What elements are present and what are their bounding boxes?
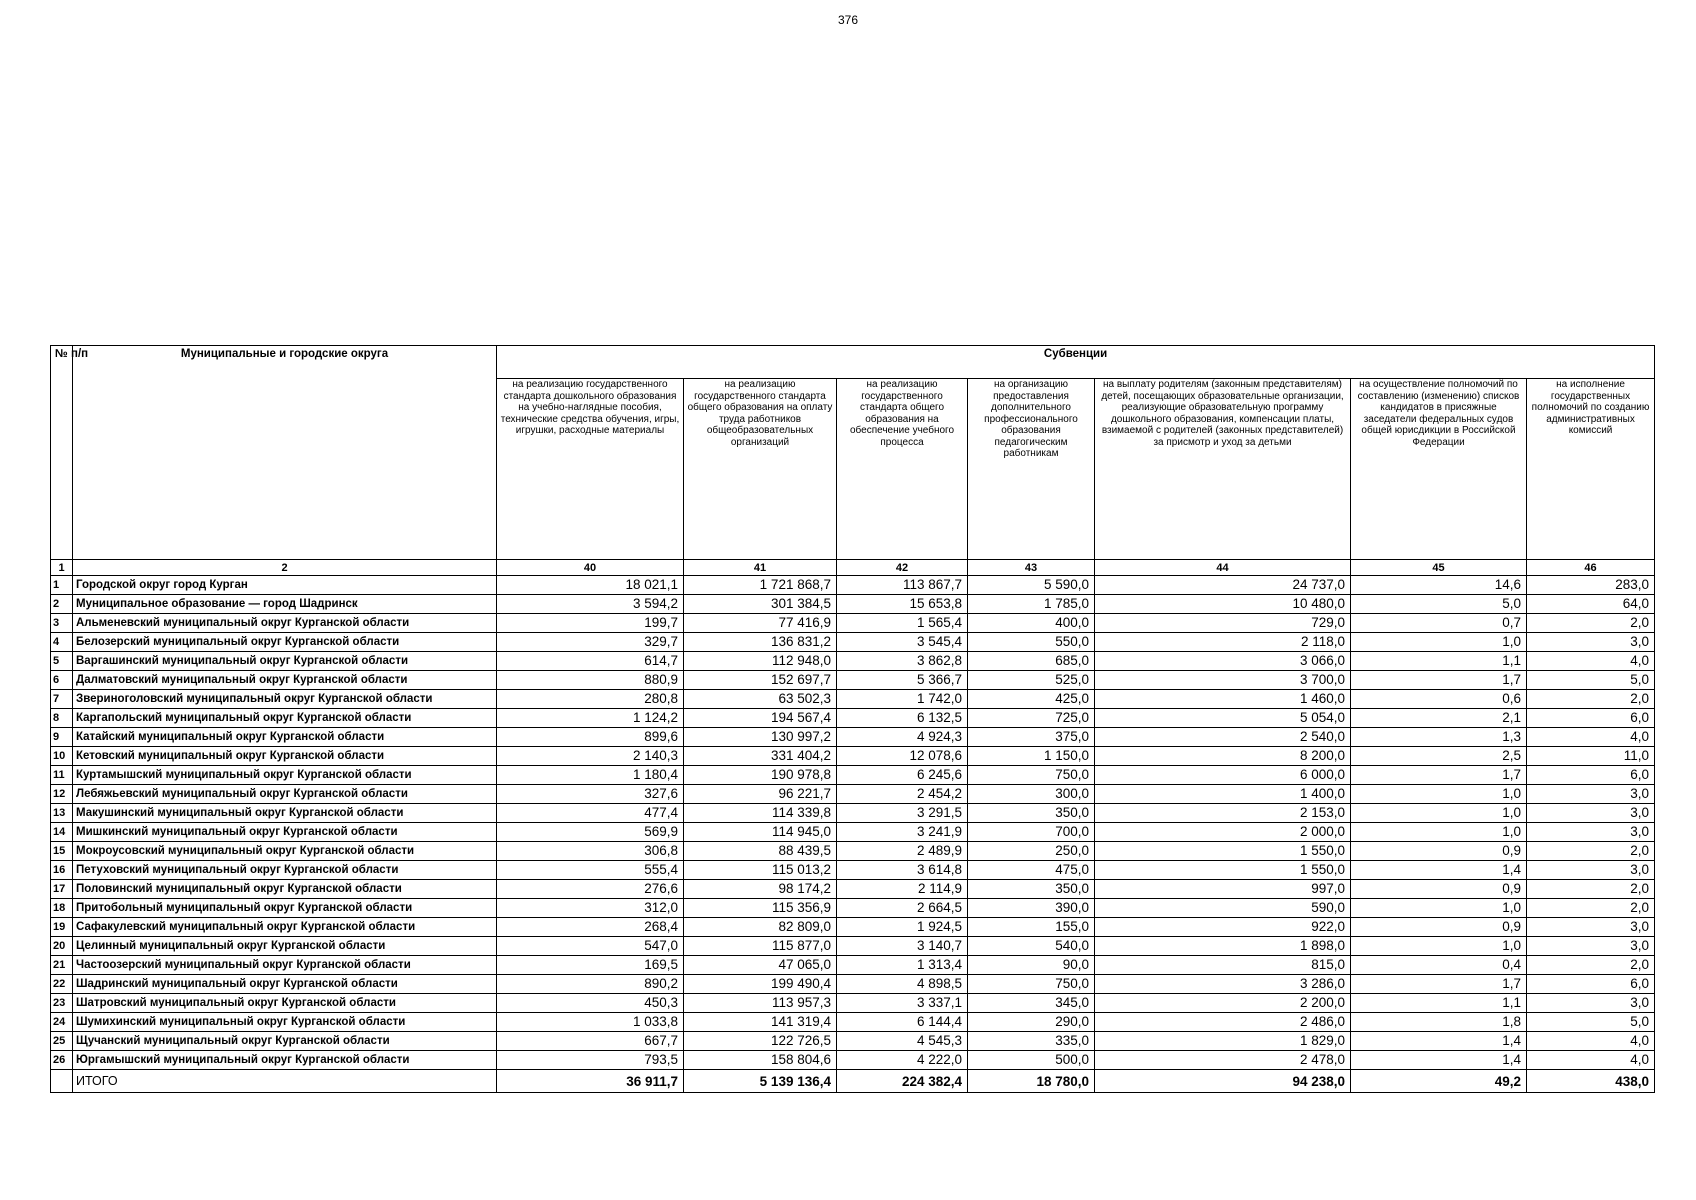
district-name: Кетовский муниципальный округ Курганской области xyxy=(73,747,497,766)
table-body xyxy=(51,576,1655,1093)
value-cell: 500,0 xyxy=(968,1051,1095,1070)
value-cell: 4,0 xyxy=(1527,652,1655,671)
value-cell: 1 565,4 xyxy=(837,614,968,633)
row-number: 8 xyxy=(51,709,73,728)
column-number: 42 xyxy=(837,560,968,576)
value-cell: 4 924,3 xyxy=(837,728,968,747)
district-name: Шумихинский муниципальный округ Курганской области xyxy=(73,1013,497,1032)
value-cell: 98 174,2 xyxy=(684,880,837,899)
value-cell: 5 054,0 xyxy=(1095,709,1351,728)
value-cell: 725,0 xyxy=(968,709,1095,728)
row-number: 2 xyxy=(51,595,73,614)
value-cell: 1 033,8 xyxy=(497,1013,684,1032)
value-cell: 3,0 xyxy=(1527,937,1655,956)
value-cell: 199,7 xyxy=(497,614,684,633)
row-number: 20 xyxy=(51,937,73,956)
district-name: Каргапольский муниципальный округ Курганской области xyxy=(73,709,497,728)
value-cell: 3 594,2 xyxy=(497,595,684,614)
value-cell: 1 550,0 xyxy=(1095,861,1351,880)
value-cell: 0,9 xyxy=(1351,842,1527,861)
column-number: 43 xyxy=(968,560,1095,576)
row-number: 21 xyxy=(51,956,73,975)
value-cell: 0,6 xyxy=(1351,690,1527,709)
table-row xyxy=(51,690,1655,709)
column-header: на организацию предоставления дополнительного профессионального образования педагогическим работникам xyxy=(968,379,1095,560)
table-row xyxy=(51,994,1655,1013)
table-row xyxy=(51,633,1655,652)
value-cell: 1,8 xyxy=(1351,1013,1527,1032)
value-cell: 194 567,4 xyxy=(684,709,837,728)
table-row xyxy=(51,899,1655,918)
row-number: 9 xyxy=(51,728,73,747)
value-cell: 0,9 xyxy=(1351,880,1527,899)
table-row xyxy=(51,671,1655,690)
table-row xyxy=(51,576,1655,595)
value-cell: 2 486,0 xyxy=(1095,1013,1351,1032)
value-cell: 2 118,0 xyxy=(1095,633,1351,652)
table-row xyxy=(51,595,1655,614)
value-cell: 0,7 xyxy=(1351,614,1527,633)
table-row xyxy=(51,918,1655,937)
value-cell: 1 550,0 xyxy=(1095,842,1351,861)
value-cell: 113 957,3 xyxy=(684,994,837,1013)
value-cell: 1,0 xyxy=(1351,899,1527,918)
value-cell: 1,3 xyxy=(1351,728,1527,747)
district-name: Щучанский муниципальный округ Курганской области xyxy=(73,1032,497,1051)
row-number: 23 xyxy=(51,994,73,1013)
value-cell: 4,0 xyxy=(1527,728,1655,747)
value-cell: 190 978,8 xyxy=(684,766,837,785)
value-cell: 2,0 xyxy=(1527,690,1655,709)
value-cell: 3,0 xyxy=(1527,823,1655,842)
value-cell: 15 653,8 xyxy=(837,595,968,614)
total-value-cell: 5 139 136,4 xyxy=(684,1070,837,1093)
column-number: 45 xyxy=(1351,560,1527,576)
value-cell: 312,0 xyxy=(497,899,684,918)
district-name: Альменевский муниципальный округ Курганской области xyxy=(73,614,497,633)
value-cell: 375,0 xyxy=(968,728,1095,747)
value-cell: 64,0 xyxy=(1527,595,1655,614)
value-cell: 5,0 xyxy=(1527,1013,1655,1032)
value-cell: 1,1 xyxy=(1351,652,1527,671)
value-cell: 400,0 xyxy=(968,614,1095,633)
value-cell: 280,8 xyxy=(497,690,684,709)
value-cell: 5,0 xyxy=(1351,595,1527,614)
value-cell: 1 400,0 xyxy=(1095,785,1351,804)
table-row xyxy=(51,614,1655,633)
value-cell: 1 313,4 xyxy=(837,956,968,975)
value-cell: 729,0 xyxy=(1095,614,1351,633)
value-cell: 1,0 xyxy=(1351,937,1527,956)
table-row xyxy=(51,861,1655,880)
value-cell: 450,3 xyxy=(497,994,684,1013)
value-cell: 614,7 xyxy=(497,652,684,671)
column-header: на осуществление полномочий по составлению (изменению) списков кандидатов в присяжные заседатели федеральных судов общей юрисдикции в Российской Федерации xyxy=(1351,379,1527,560)
column-number: 1 xyxy=(51,560,73,576)
district-name: Целинный муниципальный округ Курганской области xyxy=(73,937,497,956)
value-cell: 2 540,0 xyxy=(1095,728,1351,747)
column-header: на реализацию государственного стандарта дошкольного образования на учебно-наглядные пособия, технические средства обучения, игры, игрушки, расходные материалы xyxy=(497,379,684,560)
value-cell: 329,7 xyxy=(497,633,684,652)
column-number: 41 xyxy=(684,560,837,576)
value-cell: 4,0 xyxy=(1527,1051,1655,1070)
district-name: Петуховский муниципальный округ Курганской области xyxy=(73,861,497,880)
value-cell: 540,0 xyxy=(968,937,1095,956)
value-cell: 590,0 xyxy=(1095,899,1351,918)
value-cell: 2 140,3 xyxy=(497,747,684,766)
value-cell: 2,0 xyxy=(1527,956,1655,975)
value-cell: 1,7 xyxy=(1351,975,1527,994)
value-cell: 2 454,2 xyxy=(837,785,968,804)
value-cell: 268,4 xyxy=(497,918,684,937)
value-cell: 4 545,3 xyxy=(837,1032,968,1051)
row-number: 26 xyxy=(51,1051,73,1070)
value-cell: 1,0 xyxy=(1351,785,1527,804)
table-row xyxy=(51,937,1655,956)
value-cell: 169,5 xyxy=(497,956,684,975)
value-cell: 113 867,7 xyxy=(837,576,968,595)
value-cell: 2 114,9 xyxy=(837,880,968,899)
row-number: 3 xyxy=(51,614,73,633)
value-cell: 1,7 xyxy=(1351,671,1527,690)
total-value-cell: 36 911,7 xyxy=(497,1070,684,1093)
value-cell: 10 480,0 xyxy=(1095,595,1351,614)
district-name: Половинский муниципальный округ Курганской области xyxy=(73,880,497,899)
value-cell: 283,0 xyxy=(1527,576,1655,595)
value-cell: 2 489,9 xyxy=(837,842,968,861)
value-cell: 112 948,0 xyxy=(684,652,837,671)
value-cell: 4 222,0 xyxy=(837,1051,968,1070)
row-number: 1 xyxy=(51,576,73,595)
value-cell: 136 831,2 xyxy=(684,633,837,652)
value-cell: 8 200,0 xyxy=(1095,747,1351,766)
total-value-cell: 18 780,0 xyxy=(968,1070,1095,1093)
column-number: 46 xyxy=(1527,560,1655,576)
value-cell: 82 809,0 xyxy=(684,918,837,937)
total-value-cell: 224 382,4 xyxy=(837,1070,968,1093)
column-number: 44 xyxy=(1095,560,1351,576)
value-cell: 922,0 xyxy=(1095,918,1351,937)
value-cell: 115 877,0 xyxy=(684,937,837,956)
value-cell: 4,0 xyxy=(1527,1032,1655,1051)
value-cell: 1,0 xyxy=(1351,823,1527,842)
value-cell: 555,4 xyxy=(497,861,684,880)
table-row xyxy=(51,804,1655,823)
value-cell: 5 366,7 xyxy=(837,671,968,690)
row-number: 25 xyxy=(51,1032,73,1051)
row-number: 12 xyxy=(51,785,73,804)
row-number: 22 xyxy=(51,975,73,994)
table-row xyxy=(51,785,1655,804)
value-cell: 1 124,2 xyxy=(497,709,684,728)
value-cell: 1,0 xyxy=(1351,633,1527,652)
value-cell: 6,0 xyxy=(1527,766,1655,785)
table-row xyxy=(51,880,1655,899)
value-cell: 1,1 xyxy=(1351,994,1527,1013)
row-number: 16 xyxy=(51,861,73,880)
value-cell: 77 416,9 xyxy=(684,614,837,633)
value-cell: 276,6 xyxy=(497,880,684,899)
value-cell: 199 490,4 xyxy=(684,975,837,994)
value-cell: 47 065,0 xyxy=(684,956,837,975)
district-name: Варгашинский муниципальный округ Курганской области xyxy=(73,652,497,671)
column-header: на исполнение государственных полномочий по созданию административных комиссий xyxy=(1527,379,1655,560)
value-cell: 90,0 xyxy=(968,956,1095,975)
value-cell: 14,6 xyxy=(1351,576,1527,595)
value-cell: 3,0 xyxy=(1527,918,1655,937)
value-cell: 11,0 xyxy=(1527,747,1655,766)
total-value-cell: 94 238,0 xyxy=(1095,1070,1351,1093)
district-name: Звериноголовский муниципальный округ Курганской области xyxy=(73,690,497,709)
value-cell: 301 384,5 xyxy=(684,595,837,614)
value-cell: 0,9 xyxy=(1351,918,1527,937)
table-row xyxy=(51,728,1655,747)
total-label: ИТОГО xyxy=(73,1070,497,1093)
value-cell: 327,6 xyxy=(497,785,684,804)
value-cell: 18 021,1 xyxy=(497,576,684,595)
district-name: Притобольный муниципальный округ Курганской области xyxy=(73,899,497,918)
value-cell: 1 742,0 xyxy=(837,690,968,709)
value-cell: 2 664,5 xyxy=(837,899,968,918)
value-cell: 1 721 868,7 xyxy=(684,576,837,595)
table-row xyxy=(51,842,1655,861)
district-name: Мокроусовский муниципальный округ Курганской области xyxy=(73,842,497,861)
row-number: 13 xyxy=(51,804,73,823)
value-cell: 525,0 xyxy=(968,671,1095,690)
district-name: Куртамышский муниципальный округ Курганской области xyxy=(73,766,497,785)
value-cell: 3 862,8 xyxy=(837,652,968,671)
value-cell: 700,0 xyxy=(968,823,1095,842)
column-number: 2 xyxy=(73,560,497,576)
district-name: Мишкинский муниципальный округ Курганской области xyxy=(73,823,497,842)
value-cell: 793,5 xyxy=(497,1051,684,1070)
value-cell: 1 924,5 xyxy=(837,918,968,937)
row-number: 19 xyxy=(51,918,73,937)
value-cell: 750,0 xyxy=(968,975,1095,994)
district-name: Сафакулевский муниципальный округ Курганской области xyxy=(73,918,497,937)
value-cell: 3 614,8 xyxy=(837,861,968,880)
row-number: 5 xyxy=(51,652,73,671)
district-name: Лебяжьевский муниципальный округ Курганской области xyxy=(73,785,497,804)
value-cell: 425,0 xyxy=(968,690,1095,709)
value-cell: 550,0 xyxy=(968,633,1095,652)
value-cell: 3 700,0 xyxy=(1095,671,1351,690)
value-cell: 1 785,0 xyxy=(968,595,1095,614)
value-cell: 2,5 xyxy=(1351,747,1527,766)
value-cell: 2 200,0 xyxy=(1095,994,1351,1013)
table-row xyxy=(51,1032,1655,1051)
value-cell: 158 804,6 xyxy=(684,1051,837,1070)
value-cell: 345,0 xyxy=(968,994,1095,1013)
row-number: 24 xyxy=(51,1013,73,1032)
value-cell: 141 319,4 xyxy=(684,1013,837,1032)
value-cell: 2,1 xyxy=(1351,709,1527,728)
value-cell: 300,0 xyxy=(968,785,1095,804)
value-cell: 2 000,0 xyxy=(1095,823,1351,842)
subventions-table xyxy=(50,345,1655,1093)
value-cell: 6 144,4 xyxy=(837,1013,968,1032)
table-row xyxy=(51,747,1655,766)
value-cell: 1 180,4 xyxy=(497,766,684,785)
value-cell: 477,4 xyxy=(497,804,684,823)
table-row xyxy=(51,975,1655,994)
column-number: 40 xyxy=(497,560,684,576)
value-cell: 5,0 xyxy=(1527,671,1655,690)
row-number: 10 xyxy=(51,747,73,766)
value-cell: 3 241,9 xyxy=(837,823,968,842)
district-name: Макушинский муниципальный округ Курганской области xyxy=(73,804,497,823)
total-number-cell xyxy=(51,1070,73,1093)
table-row xyxy=(51,766,1655,785)
row-number-header: № п/п xyxy=(51,346,73,560)
value-cell: 880,9 xyxy=(497,671,684,690)
district-name: Городской округ город Курган xyxy=(73,576,497,595)
column-header: на реализацию государственного стандарта общего образования на оплату труда работников общеобразовательных организаций xyxy=(684,379,837,560)
value-cell: 890,2 xyxy=(497,975,684,994)
district-name: Катайский муниципальный округ Курганской области xyxy=(73,728,497,747)
value-cell: 5 590,0 xyxy=(968,576,1095,595)
value-cell: 2,0 xyxy=(1527,899,1655,918)
value-cell: 3,0 xyxy=(1527,785,1655,804)
table-row xyxy=(51,1051,1655,1070)
value-cell: 114 339,8 xyxy=(684,804,837,823)
value-cell: 155,0 xyxy=(968,918,1095,937)
value-cell: 3 291,5 xyxy=(837,804,968,823)
value-cell: 899,6 xyxy=(497,728,684,747)
value-cell: 1,4 xyxy=(1351,1051,1527,1070)
value-cell: 569,9 xyxy=(497,823,684,842)
value-cell: 1,4 xyxy=(1351,1032,1527,1051)
value-cell: 335,0 xyxy=(968,1032,1095,1051)
table-row xyxy=(51,823,1655,842)
page-number: 376 xyxy=(837,13,859,27)
value-cell: 667,7 xyxy=(497,1032,684,1051)
value-cell: 63 502,3 xyxy=(684,690,837,709)
district-name-header: Муниципальные и городские округа xyxy=(73,346,497,560)
value-cell: 2,0 xyxy=(1527,614,1655,633)
value-cell: 122 726,5 xyxy=(684,1032,837,1051)
value-cell: 1 460,0 xyxy=(1095,690,1351,709)
total-value-cell: 438,0 xyxy=(1527,1070,1655,1093)
subventions-group-header: Субвенции xyxy=(497,346,1655,379)
row-number: 15 xyxy=(51,842,73,861)
value-cell: 1,4 xyxy=(1351,861,1527,880)
value-cell: 88 439,5 xyxy=(684,842,837,861)
value-cell: 306,8 xyxy=(497,842,684,861)
value-cell: 1,7 xyxy=(1351,766,1527,785)
value-cell: 3,0 xyxy=(1527,861,1655,880)
row-number: 11 xyxy=(51,766,73,785)
value-cell: 3 337,1 xyxy=(837,994,968,1013)
column-header: на выплату родителям (законным представителям) детей, посещающих образовательные организации, реализующие образовательную программу дошкольного образования, компенсации платы, взимаемой с родителей (законных представителей) за присмотр и уход за детьми xyxy=(1095,379,1351,560)
table-row xyxy=(51,709,1655,728)
value-cell: 815,0 xyxy=(1095,956,1351,975)
value-cell: 3,0 xyxy=(1527,804,1655,823)
value-cell: 750,0 xyxy=(968,766,1095,785)
table-row xyxy=(51,956,1655,975)
district-name: Частоозерский муниципальный округ Курганской области xyxy=(73,956,497,975)
total-row xyxy=(51,1070,1655,1093)
value-cell: 475,0 xyxy=(968,861,1095,880)
column-header: на реализацию государственного стандарта общего образования на обеспечение учебного процесса xyxy=(837,379,968,560)
value-cell: 3 066,0 xyxy=(1095,652,1351,671)
district-name: Шатровский муниципальный округ Курганской области xyxy=(73,994,497,1013)
value-cell: 3 545,4 xyxy=(837,633,968,652)
district-name: Юргамышский муниципальный округ Курганской области xyxy=(73,1051,497,1070)
value-cell: 115 356,9 xyxy=(684,899,837,918)
value-cell: 4 898,5 xyxy=(837,975,968,994)
value-cell: 390,0 xyxy=(968,899,1095,918)
value-cell: 114 945,0 xyxy=(684,823,837,842)
value-cell: 3 140,7 xyxy=(837,937,968,956)
value-cell: 115 013,2 xyxy=(684,861,837,880)
value-cell: 6 245,6 xyxy=(837,766,968,785)
row-number: 14 xyxy=(51,823,73,842)
value-cell: 6,0 xyxy=(1527,975,1655,994)
value-cell: 6 000,0 xyxy=(1095,766,1351,785)
district-name: Муниципальное образование — город Шадринск xyxy=(73,595,497,614)
table-row xyxy=(51,652,1655,671)
value-cell: 1 150,0 xyxy=(968,747,1095,766)
value-cell: 2,0 xyxy=(1527,880,1655,899)
value-cell: 2,0 xyxy=(1527,842,1655,861)
value-cell: 0,4 xyxy=(1351,956,1527,975)
row-number: 7 xyxy=(51,690,73,709)
value-cell: 12 078,6 xyxy=(837,747,968,766)
table-row xyxy=(51,1013,1655,1032)
value-cell: 2 153,0 xyxy=(1095,804,1351,823)
value-cell: 6,0 xyxy=(1527,709,1655,728)
value-cell: 350,0 xyxy=(968,880,1095,899)
row-number: 6 xyxy=(51,671,73,690)
value-cell: 2 478,0 xyxy=(1095,1051,1351,1070)
value-cell: 24 737,0 xyxy=(1095,576,1351,595)
value-cell: 152 697,7 xyxy=(684,671,837,690)
row-number: 17 xyxy=(51,880,73,899)
row-number: 18 xyxy=(51,899,73,918)
value-cell: 1 829,0 xyxy=(1095,1032,1351,1051)
value-cell: 130 997,2 xyxy=(684,728,837,747)
row-number: 4 xyxy=(51,633,73,652)
district-name: Белозерский муниципальный округ Курганской области xyxy=(73,633,497,652)
value-cell: 290,0 xyxy=(968,1013,1095,1032)
value-cell: 685,0 xyxy=(968,652,1095,671)
value-cell: 547,0 xyxy=(497,937,684,956)
value-cell: 6 132,5 xyxy=(837,709,968,728)
value-cell: 331 404,2 xyxy=(684,747,837,766)
value-cell: 350,0 xyxy=(968,804,1095,823)
district-name: Шадринский муниципальный округ Курганской области xyxy=(73,975,497,994)
total-value-cell: 49,2 xyxy=(1351,1070,1527,1093)
district-name: Далматовский муниципальный округ Курганской области xyxy=(73,671,497,690)
value-cell: 997,0 xyxy=(1095,880,1351,899)
value-cell: 96 221,7 xyxy=(684,785,837,804)
value-cell: 1 898,0 xyxy=(1095,937,1351,956)
value-cell: 3,0 xyxy=(1527,994,1655,1013)
value-cell: 3 286,0 xyxy=(1095,975,1351,994)
value-cell: 3,0 xyxy=(1527,633,1655,652)
value-cell: 1,0 xyxy=(1351,804,1527,823)
value-cell: 250,0 xyxy=(968,842,1095,861)
